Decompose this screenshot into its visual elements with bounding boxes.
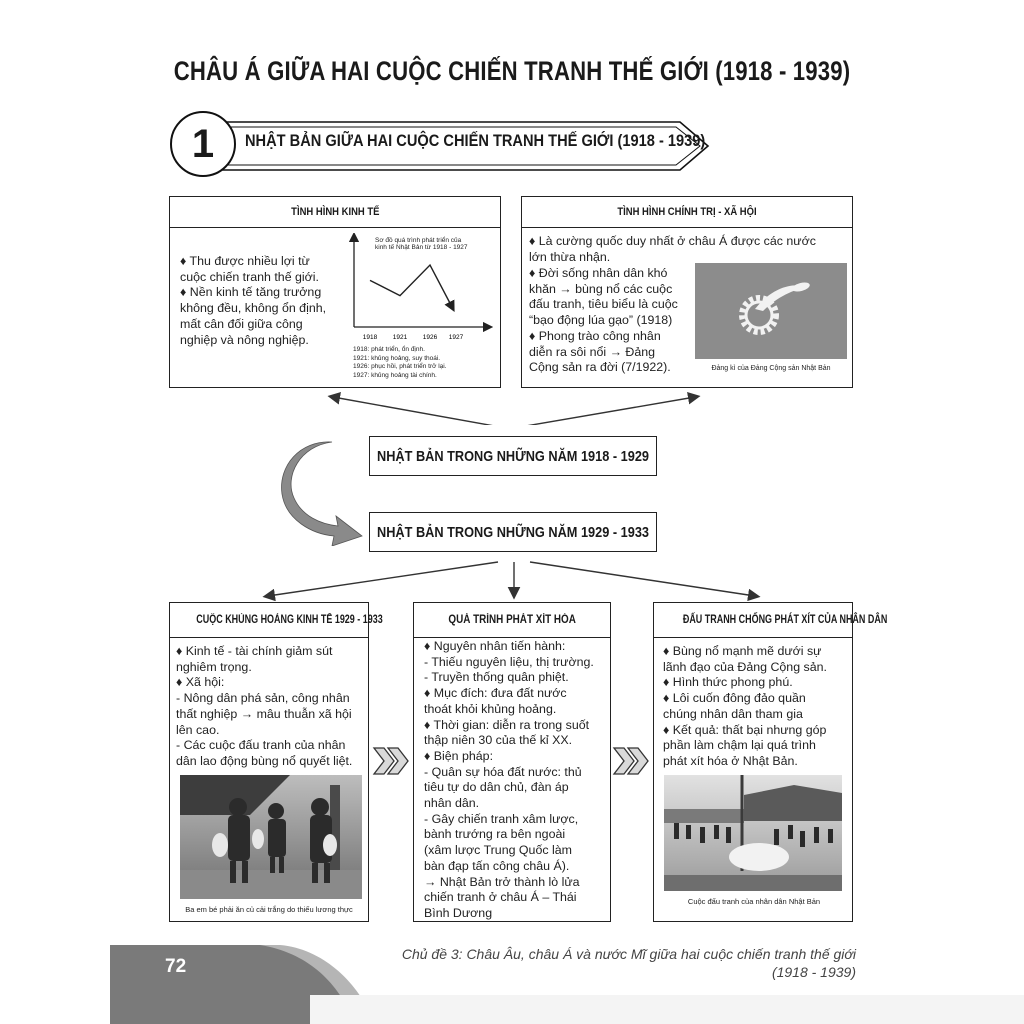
struggle-line: chúng nhân dân tham gia	[663, 706, 803, 721]
top-connectors	[300, 385, 720, 425]
page-number: 72	[165, 956, 187, 977]
fascism-line: ♦ Nguyên nhân tiến hành:	[424, 639, 566, 653]
fascism-heading: QUÁ TRÌNH PHÁT XÍT HÓA	[414, 603, 610, 638]
period-1918-1929-box: NHẬT BẢN TRONG NHỮNG NĂM 1918 - 1929	[369, 436, 657, 476]
children-photo	[180, 775, 362, 899]
struggle-box	[653, 602, 888, 922]
curved-transition-arrow	[280, 436, 375, 546]
footer-line: Chủ đề 3: Châu Âu, châu Á và nước Mĩ giữa hai cuộc chiến tranh thế giới	[401, 946, 856, 962]
fascism-line: nhân dân.	[424, 796, 480, 811]
politics-text-side	[529, 266, 699, 376]
fascism-line: - Quân sự hóa đất nước: thủ	[424, 764, 582, 779]
chart-title: Sơ đồ quá trình phát triển của kinh tế Nhật Bản từ 1918 - 1927	[375, 237, 468, 251]
politics-heading: TÌNH HÌNH CHÍNH TRỊ - XÃ HỘI	[522, 197, 852, 228]
crisis-line: thất nghiệp → mâu thuẫn xã hội	[176, 706, 352, 721]
struggle-line: phát xít hóa ở Nhật Bản.	[663, 753, 798, 768]
economy-box	[169, 196, 501, 388]
politics-line: ♦ Đời sống nhân dân khó	[529, 266, 668, 280]
politics-box	[521, 196, 853, 388]
economy-line: ♦ Nền kinh tế tăng trưởng	[180, 285, 322, 300]
struggle-line: ♦ Bùng nổ mạnh mẽ dưới sự	[663, 644, 822, 658]
struggle-line: ♦ Lôi cuốn đông đảo quần	[663, 691, 806, 706]
chart-tick-label: 1927	[448, 334, 464, 341]
flag-caption: Đảng kì của Đảng Cộng sản Nhật Bản	[711, 365, 831, 372]
politics-text-top	[529, 234, 849, 265]
fascism-line: tiêu tự do dân chủ, đàn áp	[424, 780, 569, 795]
fascism-line: Bình Dương	[424, 905, 493, 920]
politics-line: đấu tranh, tiêu biểu là cuộc	[529, 297, 678, 312]
struggle-text	[663, 644, 853, 770]
politics-line: lớn thừa nhận.	[529, 249, 611, 264]
chart-note: 1927: khủng hoảng tài chính.	[353, 371, 437, 379]
fascism-line: - Thiếu nguyên liệu, thị trường.	[424, 654, 594, 669]
crisis-line: - Các cuộc đấu tranh của nhân	[176, 738, 346, 753]
fascism-line: ♦ Biện pháp:	[424, 748, 494, 763]
fascism-text	[424, 639, 612, 922]
economy-text	[180, 254, 358, 348]
chart-series-line	[370, 265, 452, 307]
fascism-line: ♦ Mục đích: đưa đất nước	[424, 686, 567, 701]
chart-note: 1918: phát triển, ổn định.	[353, 346, 425, 353]
economy-heading: TÌNH HÌNH KINH TẾ	[170, 197, 500, 228]
section-number: 1	[170, 111, 236, 177]
economy-line-chart	[346, 233, 496, 343]
economy-line: mất cân đối giữa công	[180, 316, 303, 331]
chart-tick-label: 1921	[392, 334, 408, 341]
crisis-box	[169, 602, 383, 922]
crisis-heading: CUỘC KHỦNG HOẢNG KINH TẾ 1929 - 1933	[170, 603, 368, 638]
politics-line: ♦ Phong trào công nhân	[529, 328, 661, 343]
protest-photo-caption: Cuộc đấu tranh của nhân dân Nhật Bản	[687, 897, 821, 906]
politics-line: ♦ Là cường quốc duy nhất ở châu Á được các nước	[529, 234, 816, 248]
footer-chapter-text	[300, 945, 856, 981]
chevron-right-icon	[612, 746, 652, 776]
crisis-line: - Nông dân phá sản, công nhân	[176, 691, 350, 706]
fascism-line: thoát khỏi khủng hoảng.	[424, 701, 557, 716]
crisis-line: ♦ Kinh tế - tài chính giảm sút	[176, 644, 333, 658]
crisis-line: nghiêm trọng.	[176, 659, 252, 674]
chart-tick-label: 1926	[422, 334, 438, 341]
fascism-box	[413, 602, 611, 922]
party-flag-image	[695, 263, 847, 359]
chart-notes	[353, 346, 447, 380]
crisis-line: lên cao.	[176, 722, 220, 737]
struggle-line: phần làm chậm lại quá trình	[663, 738, 816, 753]
protest-photo	[664, 775, 842, 891]
section-title: NHẬT BẢN GIỮA HAI CUỘC CHIẾN TRANH THẾ GIỚI (1918 - 1939)	[245, 131, 706, 150]
fascism-line: chiến tranh ở châu Á – Thái	[424, 890, 577, 905]
footer-line: (1918 - 1939)	[771, 964, 856, 980]
fascism-line: bàn đạp tấn công châu Á).	[424, 858, 570, 873]
economy-line: nghiệp và nông nghiệp.	[180, 332, 309, 347]
politics-line: Cộng sản ra đời (7/1922).	[529, 360, 671, 375]
fascism-line: (xâm lược Trung Quốc làm	[424, 843, 572, 858]
chevron-right-icon	[372, 746, 412, 776]
children-photo-caption: Ba em bé phải ăn củ cải trắng do thiếu lương thực	[185, 905, 353, 914]
politics-line: “bạo động lúa gạo” (1918)	[529, 313, 673, 328]
struggle-line: lãnh đạo của Đảng Cộng sản.	[663, 659, 827, 674]
struggle-line: ♦ Kết quả: thất bại nhưng góp	[663, 722, 827, 737]
fascism-line: → Nhật Bản trở thành lò lửa	[424, 874, 580, 889]
chart-note: 1926: phục hồi, phát triển trở lại.	[353, 363, 447, 371]
crisis-text	[176, 644, 372, 770]
chart-note: 1921: khủng hoảng, suy thoái.	[353, 354, 441, 362]
economy-line: ♦ Thu được nhiều lợi từ	[180, 254, 310, 268]
crisis-line: dân lao động bùng nổ quyết liệt.	[176, 753, 353, 768]
fascism-line: - Truyền thống quân phiệt.	[424, 670, 569, 685]
fascism-line: thập niên 30 của thế kỉ XX.	[424, 733, 573, 748]
bottom-connectors	[250, 556, 780, 604]
struggle-line: ♦ Hình thức phong phú.	[663, 675, 793, 690]
crisis-line: ♦ Xã hội:	[176, 675, 225, 690]
chart-tick-label: 1918	[362, 334, 378, 341]
fascism-line: - Gây chiến tranh xâm lược,	[424, 811, 579, 826]
politics-line: khăn → bùng nổ các cuộc	[529, 281, 673, 296]
period-1929-1933-box: NHẬT BẢN TRONG NHỮNG NĂM 1929 - 1933	[369, 512, 657, 552]
fascism-line: bành trướng ra bên ngoài	[424, 827, 566, 842]
page-title: CHÂU Á GIỮA HAI CUỘC CHIẾN TRANH THẾ GIỚI (1918 - 1939)	[173, 56, 851, 86]
fascism-line: ♦ Thời gian: diễn ra trong suốt	[424, 717, 590, 732]
politics-line: diễn ra sôi nổi → Đảng	[529, 344, 656, 359]
economy-line: cuộc chiến tranh thế giới.	[180, 269, 319, 284]
economy-line: không đều, không ổn định,	[180, 301, 327, 316]
struggle-heading: ĐẤU TRANH CHỐNG PHÁT XÍT CỦA NHÂN DÂN	[654, 603, 852, 638]
